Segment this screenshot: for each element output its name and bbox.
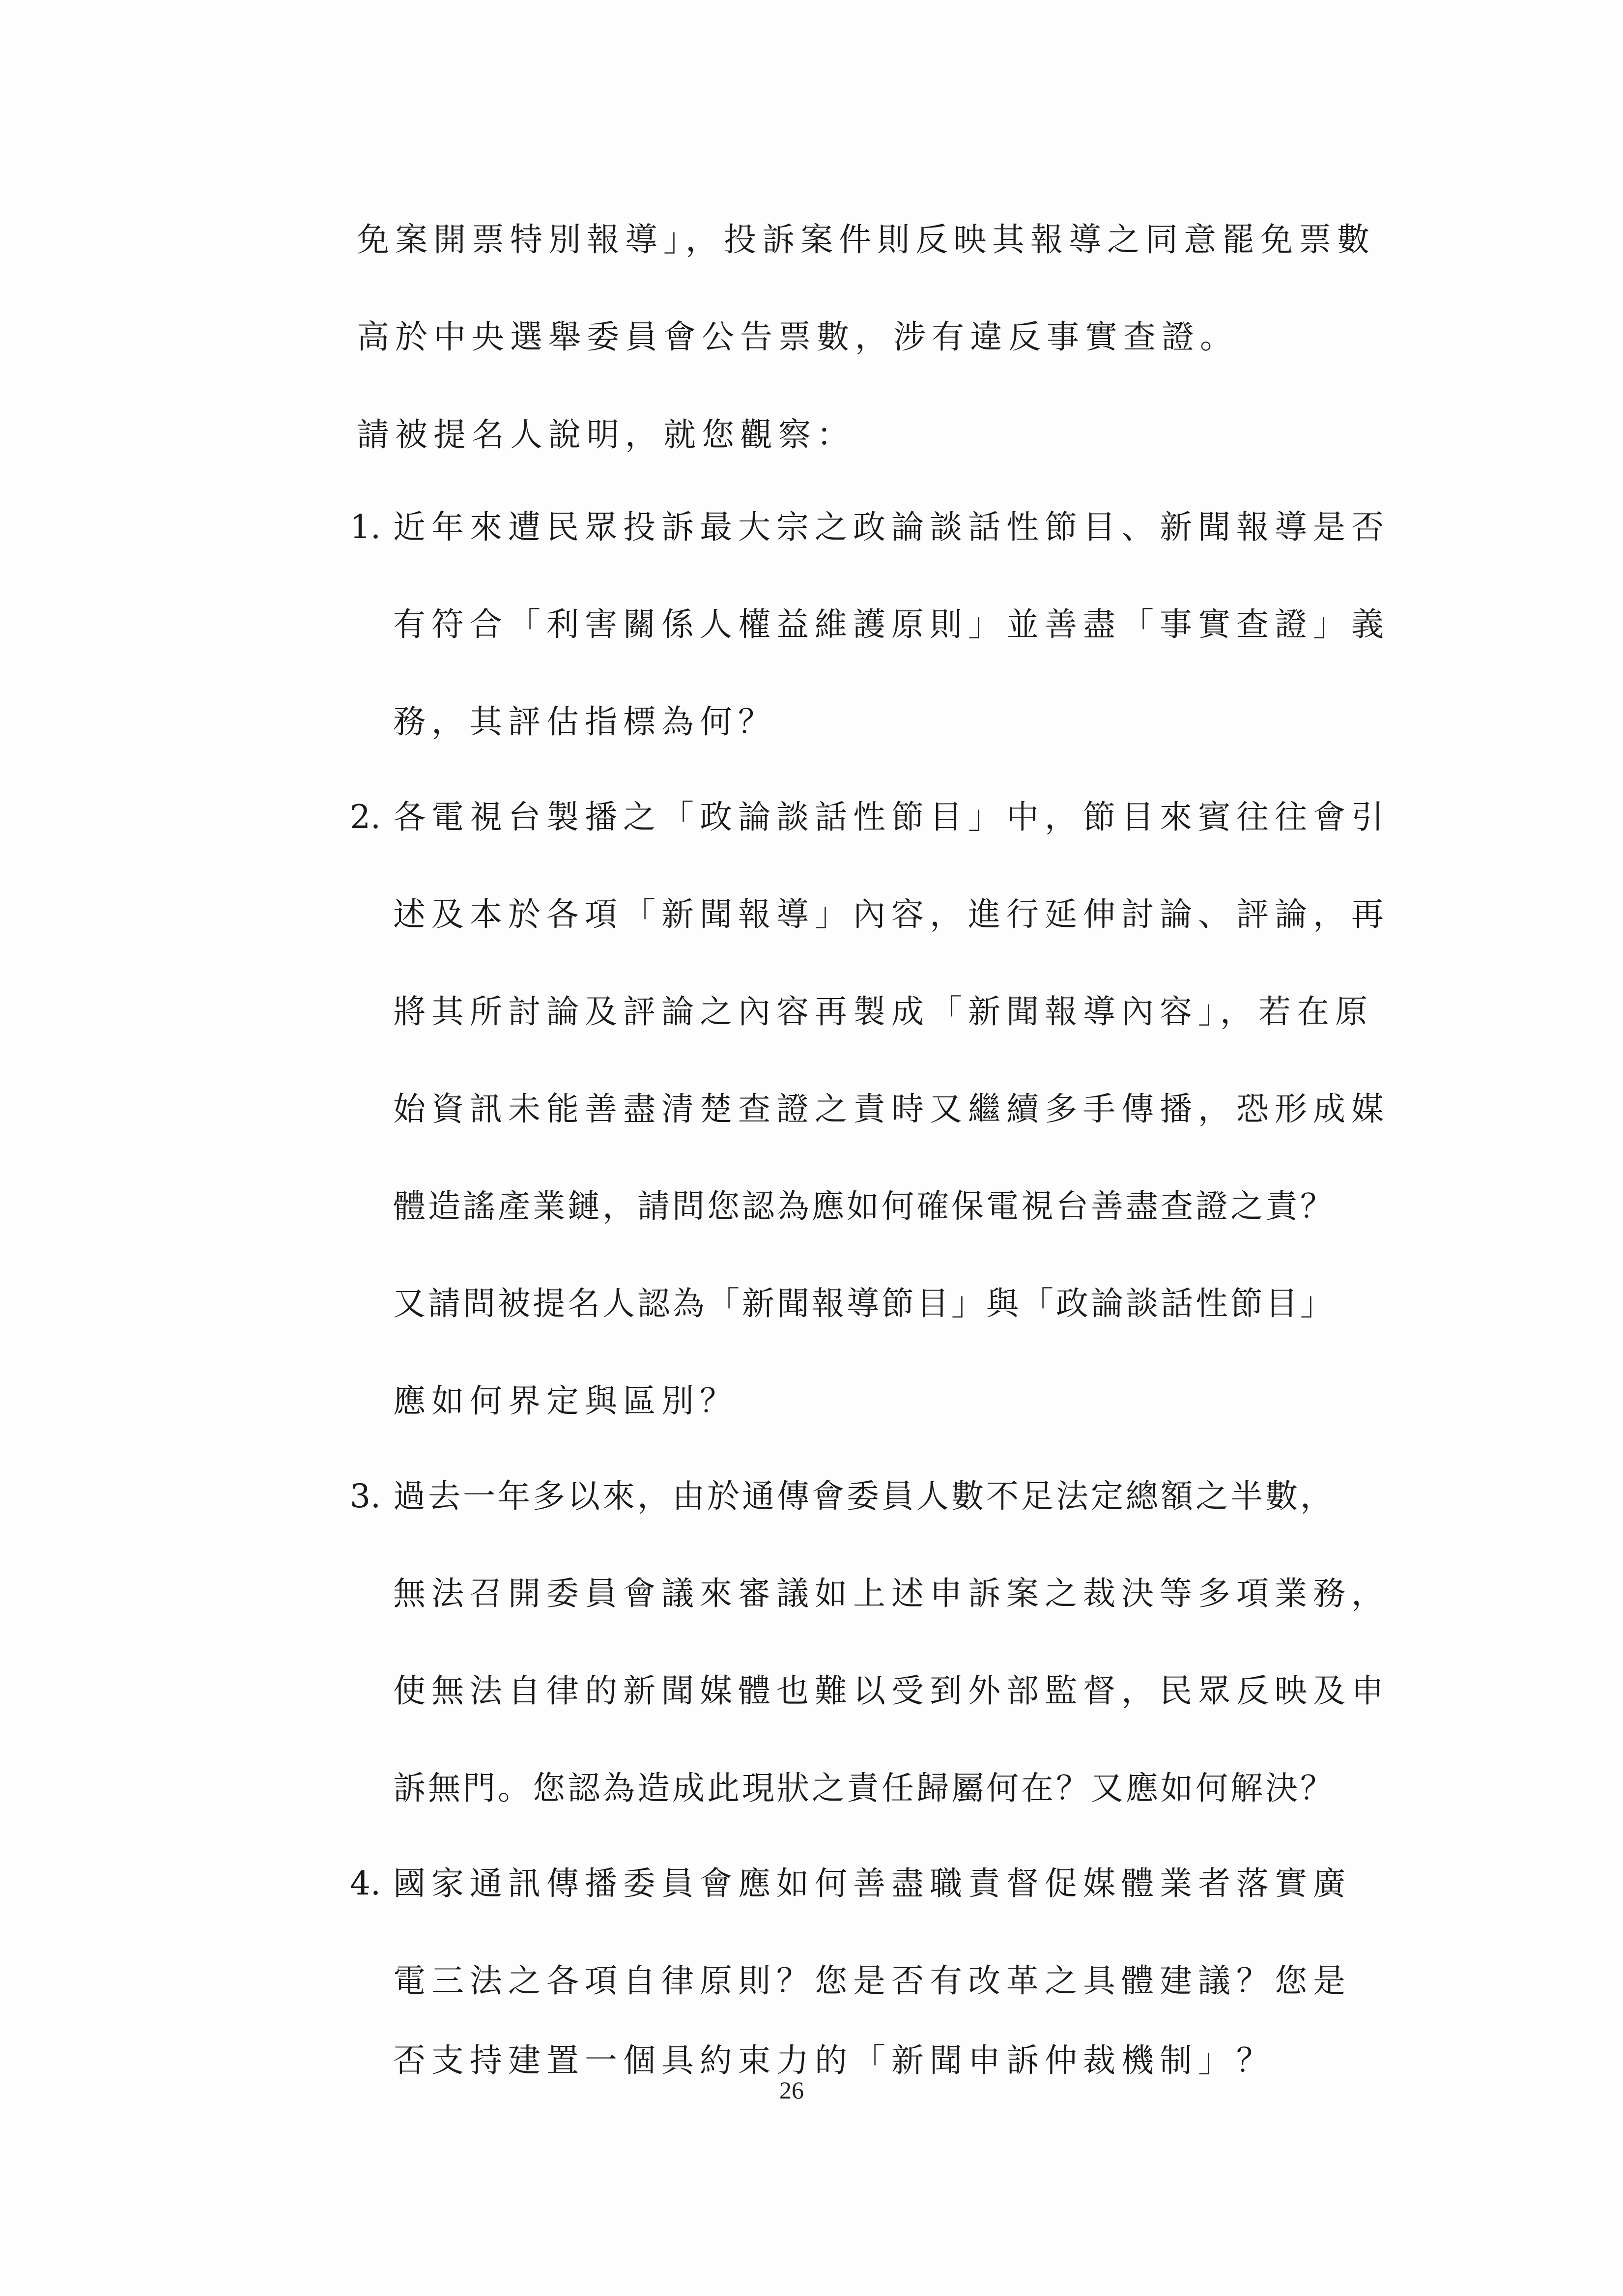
question-3-line-2: 無法召開委員會議來審議如上述申訴案之裁決等多項業務，	[393, 1575, 1390, 1612]
question-1-number: 1.	[350, 508, 381, 546]
question-3-number: 3.	[350, 1477, 381, 1515]
question-1-line-1: 近年來遭民眾投訴最大宗之政論談話性節目、新聞報導是否	[393, 508, 1390, 546]
intro-line-3: 請被提名人說明，就您觀察：	[357, 416, 855, 454]
question-2-line-1: 各電視台製播之「政論談話性節目」中，節目來賓往往會引	[393, 798, 1390, 836]
question-2-line-3: 將其所討論及評論之內容再製成「新聞報導內容」，若在原	[393, 993, 1373, 1031]
intro-line-1: 免案開票特別報導」，投訴案件則反映其報導之同意罷免票數	[357, 221, 1375, 258]
question-4-line-1: 國家通訊傳播委員會應如何善盡職責督促媒體業者落實廣	[393, 1865, 1351, 1902]
question-4-number: 4.	[350, 1865, 381, 1902]
intro-line-2: 高於中央選舉委員會公告票數，涉有違反事實查證。	[357, 318, 1238, 356]
question-2-line-2: 述及本於各項「新聞報導」內容，進行延伸討論、評論，再	[393, 895, 1390, 933]
question-3-line-4: 訴無門。您認為造成此現狀之責任歸屬何在？又應如何解決？	[393, 1769, 1335, 1807]
question-3-line-1: 過去一年多以來，由於通傳會委員人數不足法定總額之半數，	[393, 1477, 1335, 1515]
question-2-line-5: 體造謠產業鏈，請問您認為應如何確保電視台善盡查證之責？	[393, 1187, 1335, 1225]
question-3-line-3: 使無法自律的新聞媒體也難以受到外部監督，民眾反映及申	[393, 1672, 1390, 1710]
question-2-line-6: 又請問被提名人認為「新聞報導節目」與「政論談話性節目」	[393, 1285, 1335, 1322]
question-4-line-2: 電三法之各項自律原則？您是否有改革之具體建議？您是	[393, 1962, 1351, 2000]
page-number: 26	[779, 2076, 804, 2104]
question-2-line-7: 應如何界定與區別？	[393, 1382, 738, 1420]
question-1-line-2: 有符合「利害關係人權益維護原則」並善盡「事實查證」義	[393, 605, 1390, 643]
question-2-line-4: 始資訊未能善盡清楚查證之責時又繼續多手傳播，恐形成媒	[393, 1090, 1390, 1128]
question-1-line-3: 務，其評估指標為何？	[393, 703, 776, 741]
question-2-number: 2.	[350, 798, 381, 836]
question-4-line-3: 否支持建置一個具約束力的「新聞申訴仲裁機制」？	[393, 2041, 1275, 2079]
